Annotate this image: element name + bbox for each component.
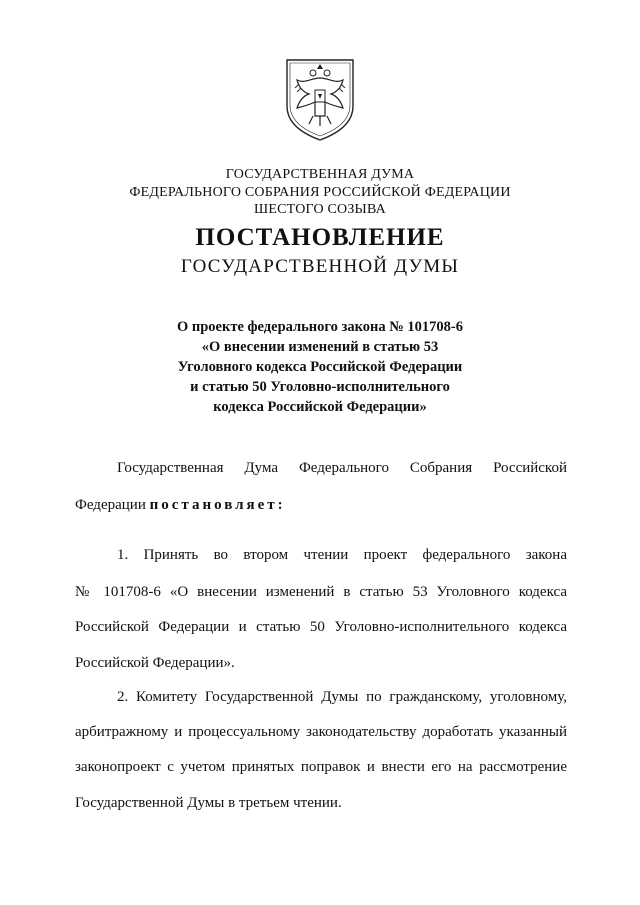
paragraph-line: Российской Федерации и статью 50 Уголовно-исполнительного кодекса [75,619,567,635]
header-assembly: ФЕДЕРАЛЬНОГО СОБРАНИЯ РОССИЙСКОЙ ФЕДЕРАЦИИ [129,185,511,200]
paragraph-line: Государственной Думы в третьем чтении. [75,795,342,811]
paragraph-line: 2. Комитету Государственной Думы по гражданскому, уголовному, [117,689,567,705]
subject-line: «О внесении изменений в статью 53 [201,339,439,355]
subject-line: О проекте федерального закона № 101708-6 [176,319,464,335]
paragraph-line: законопроект с учетом принятых поправок и внести его на рассмотрение [75,759,567,775]
paragraph-line: арбитражному и процессуальному законодательству доработать указанный [75,724,567,740]
subject-line: и статью 50 Уголовно-исполнительного [190,379,450,395]
header-duma: ГОСУДАРСТВЕННАЯ ДУМА [225,167,415,182]
preamble-line [75,495,567,515]
coat-of-arms-icon [285,58,355,142]
preamble-line: Государственная Дума Федерального Собрания Российской [117,460,567,476]
paragraph-line: Российской Федерации». [75,655,235,671]
subject-line: кодекса Российской Федерации» [213,399,427,415]
subject-line: Уголовного кодекса Российской Федерации [177,359,463,375]
preamble-decree: постановляет: [149,497,286,513]
preamble-text: Федерации [75,497,150,513]
header-convocation: ШЕСТОГО СОЗЫВА [254,202,386,217]
document-title: ПОСТАНОВЛЕНИЕ [195,224,445,251]
paragraph-line: № 101708-6 «О внесении изменений в статью 53 Уголовного кодекса [75,584,567,600]
document-subtitle: ГОСУДАРСТВЕННОЙ ДУМЫ [180,256,460,277]
paragraph-line: 1. Принять во втором чтении проект федерального закона [117,547,567,563]
document-subject [0,317,640,417]
